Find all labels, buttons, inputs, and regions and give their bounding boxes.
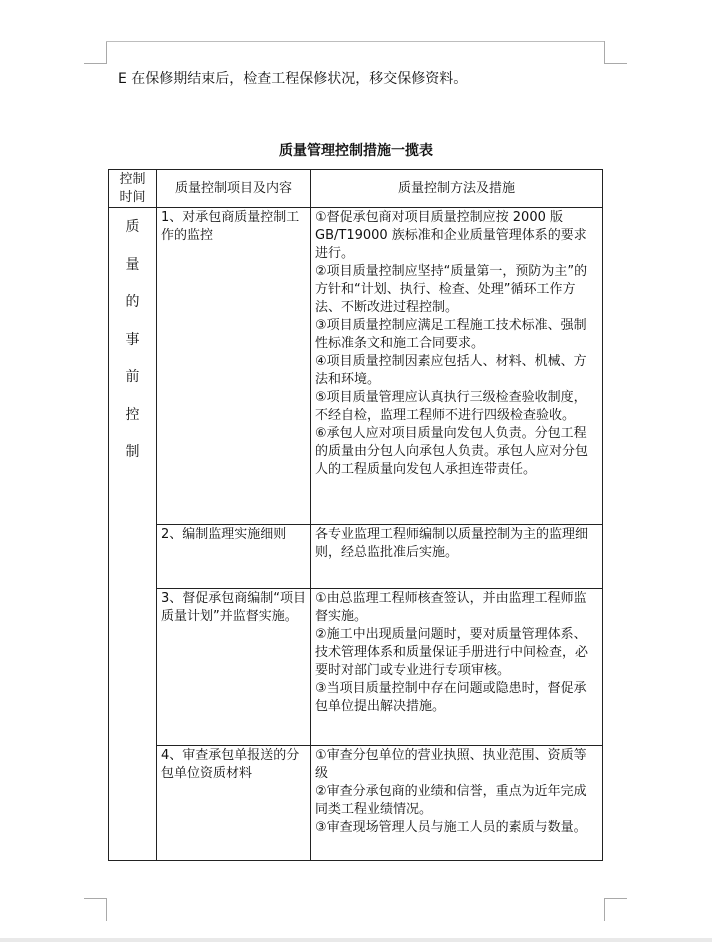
table-row — [109, 589, 603, 746]
page-corner-mark-bottom-right — [604, 898, 627, 921]
table-title: 质量管理控制措施一揽表 — [279, 143, 433, 159]
method-line: ①由总监理工程师核查签认，并由监理工程师监督实施。 — [315, 591, 587, 624]
period-char: 控 — [125, 406, 140, 423]
header-method: 质量控制方法及措施 — [311, 170, 603, 208]
item-cell: 1、对承包商质量控制工作的监控 — [157, 208, 311, 525]
header-item: 质量控制项目及内容 — [157, 170, 311, 208]
quality-measures-table — [108, 169, 603, 861]
method-line: ③审查现场管理人员与施工人员的素质与数量。 — [315, 820, 587, 835]
item-cell: 4、审查承包单报送的分包单位资质材料 — [157, 746, 311, 861]
header-time-line2: 时间 — [119, 189, 146, 205]
item-cell: 2、编制监理实施细则 — [157, 525, 311, 589]
page-corner-mark-top-left — [84, 41, 107, 64]
control-period-cell — [109, 208, 157, 861]
method-cell — [311, 208, 603, 525]
header-control-time — [109, 170, 157, 208]
method-line: ①审查分包单位的营业执照、执业范围、资质等级 — [315, 748, 587, 781]
period-char: 量 — [125, 256, 140, 273]
method-line: ②施工中出现质量问题时，要对质量管理体系、技术管理体系和质量保证手册进行中间检查，必要时对部门或专业进行专项审核。 — [315, 627, 589, 678]
method-cell — [311, 525, 603, 589]
table-header-row — [109, 170, 603, 208]
method-line: ③项目质量控制应满足工程施工技术标准、强制性标准条文和施工合同要求。 — [315, 318, 587, 351]
period-char: 的 — [125, 294, 140, 310]
period-char: 制 — [125, 444, 140, 460]
method-cell — [311, 589, 603, 746]
method-line: ②项目质量控制应坚持“质量第一，预防为主”的方针和“计划、执行、检查、处理”循环工作方法、不断改进过程控制。 — [315, 264, 588, 315]
period-char: 事 — [125, 331, 140, 348]
table-row — [109, 746, 603, 861]
method-line: ⑥承包人应对项目质量向发包人负责。分包工程的质量由分包人向承包人负责。承包人应对分包人的工程质量向发包人承担连带责任。 — [315, 426, 589, 477]
period-char: 前 — [125, 369, 140, 385]
item-cell: 3、督促承包商编制“项目质量计划”并监督实施。 — [157, 589, 311, 746]
method-line: 各专业监理工程师编制以质量控制为主的监理细则，经总监批准后实施。 — [315, 527, 589, 560]
method-line: ⑤项目质量管理应认真执行三级检查验收制度，不经自检，监理工程师不进行四级检查验收。 — [315, 390, 587, 423]
method-line: ④项目质量控制因素应包括人、材料、机械、方法和环境。 — [315, 354, 587, 387]
table-row — [109, 525, 603, 589]
period-char: 质 — [125, 219, 140, 235]
method-line: ②审查分承包商的业绩和信誉，重点为近年完成同类工程业绩情况。 — [315, 784, 587, 817]
page-corner-mark-bottom-left — [84, 898, 107, 921]
method-cell — [311, 746, 603, 861]
intro-paragraph: E 在保修期结束后，检查工程保修状况，移交保修资料。 — [118, 71, 468, 87]
header-time-line1: 控制 — [119, 171, 146, 187]
page-bottom-edge — [0, 938, 712, 942]
method-line: ①督促承包商对项目质量控制应按 2000 版 GB/T19000 族标准和企业质量管理体系的要求进行。 — [315, 210, 587, 261]
page-top-rule — [106, 41, 604, 42]
method-line: ③当项目质量控制中存在问题或隐患时，督促承包单位提出解决措施。 — [315, 681, 587, 714]
table-row — [109, 208, 603, 525]
page-corner-mark-top-right — [604, 41, 627, 64]
